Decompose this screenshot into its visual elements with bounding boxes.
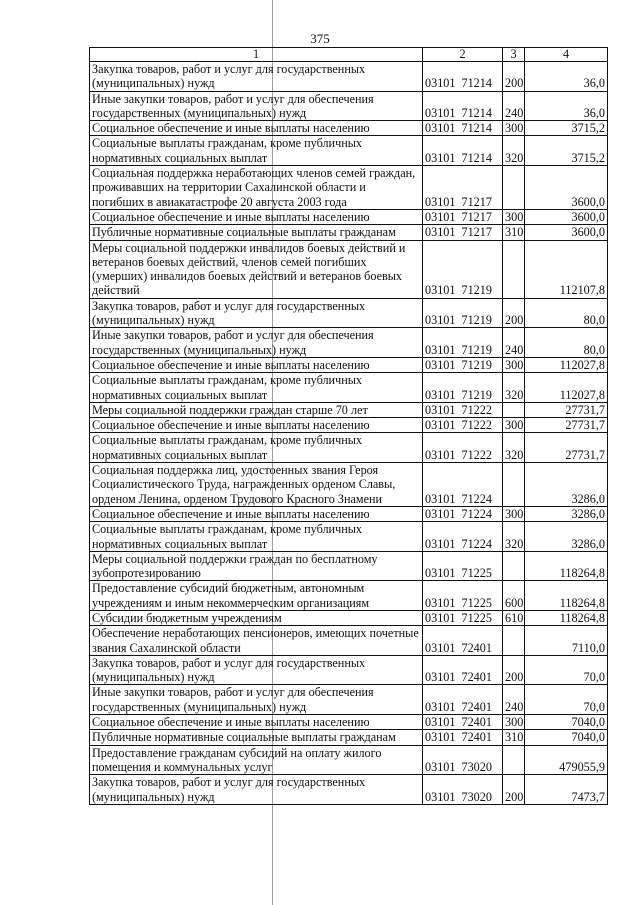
row-expense-type: 240 [503, 685, 525, 715]
row-sum: 479055,9 [525, 745, 608, 775]
row-target-code [423, 225, 503, 240]
row-target-code [423, 166, 503, 210]
row-name: Закупка товаров, работ и услуг для государственных (муниципальных) нужд [90, 775, 423, 805]
row-target-code [423, 715, 503, 730]
row-target-code [423, 298, 503, 328]
row-program-code: 03101 [425, 595, 456, 610]
row-sum: 3600,0 [525, 209, 608, 224]
table-row [90, 581, 608, 611]
row-expense-type [503, 166, 525, 210]
row-expense-type: 320 [503, 522, 525, 552]
row-name: Иные закупки товаров, работ и услуг для обеспечения государственных (муниципальных) нужд [90, 91, 423, 121]
row-program-code: 03101 [425, 730, 456, 745]
table-row [90, 328, 608, 358]
row-sum: 112107,8 [525, 240, 608, 298]
row-name: Социальные выплаты гражданам, кроме публичных нормативных социальных выплат [90, 522, 423, 552]
table-row [90, 685, 608, 715]
row-direction-code: 71224 [461, 536, 492, 551]
row-target-code [423, 240, 503, 298]
row-sum: 3286,0 [525, 506, 608, 521]
row-program-code: 03101 [425, 209, 456, 224]
row-program-code: 03101 [425, 105, 456, 120]
table-row [90, 418, 608, 433]
row-target-code [423, 357, 503, 372]
row-program-code: 03101 [425, 536, 456, 551]
row-target-code [423, 745, 503, 775]
row-name: Иные закупки товаров, работ и услуг для обеспечения государственных (муниципальных) нужд [90, 685, 423, 715]
column-header-name: 1 [90, 48, 423, 62]
row-target-code [423, 418, 503, 433]
row-direction-code: 71219 [461, 342, 492, 357]
row-name: Субсидии бюджетным учреждениям [90, 610, 423, 625]
table-body [90, 62, 608, 805]
row-direction-code: 71222 [461, 402, 492, 417]
row-name: Социальные выплаты гражданам, кроме публичных нормативных социальных выплат [90, 433, 423, 463]
row-program-code: 03101 [425, 789, 456, 804]
row-expense-type: 240 [503, 328, 525, 358]
row-name: Социальное обеспечение и иные выплаты населению [90, 357, 423, 372]
row-sum: 118264,8 [525, 610, 608, 625]
row-program-code: 03101 [425, 76, 456, 91]
row-sum: 118264,8 [525, 581, 608, 611]
row-expense-type: 200 [503, 62, 525, 92]
table-row [90, 522, 608, 552]
row-direction-code: 71217 [461, 209, 492, 224]
table-row [90, 463, 608, 507]
row-sum: 3286,0 [525, 463, 608, 507]
row-expense-type [503, 551, 525, 581]
row-program-code: 03101 [425, 566, 456, 581]
row-direction-code: 72401 [461, 640, 492, 655]
row-expense-type: 300 [503, 715, 525, 730]
row-direction-code: 71222 [461, 418, 492, 433]
row-direction-code: 72401 [461, 670, 492, 685]
row-expense-type: 200 [503, 775, 525, 805]
row-target-code [423, 730, 503, 745]
row-direction-code: 71217 [461, 225, 492, 240]
row-sum: 112027,8 [525, 357, 608, 372]
row-program-code: 03101 [425, 121, 456, 136]
row-target-code [423, 506, 503, 521]
row-name: Социальное обеспечение и иные выплаты населению [90, 506, 423, 521]
row-expense-type: 300 [503, 209, 525, 224]
row-expense-type: 240 [503, 91, 525, 121]
row-target-code [423, 121, 503, 136]
row-direction-code: 71219 [461, 357, 492, 372]
row-expense-type: 200 [503, 655, 525, 685]
row-direction-code: 71219 [461, 313, 492, 328]
row-name: Социальные выплаты гражданам, кроме публичных нормативных социальных выплат [90, 136, 423, 166]
row-direction-code: 71225 [461, 610, 492, 625]
row-program-code: 03101 [425, 506, 456, 521]
row-direction-code: 73020 [461, 759, 492, 774]
row-name: Меры социальной поддержки граждан старше 70 лет [90, 402, 423, 417]
row-program-code: 03101 [425, 387, 456, 402]
row-expense-type [503, 745, 525, 775]
row-name: Социальная поддержка лиц, удостоенных звания Героя Социалистического Труда, награжденных орденом Славы, орденом Ленина, орденом Трудового Красного Знамени [90, 463, 423, 507]
row-expense-type: 320 [503, 433, 525, 463]
table-row [90, 551, 608, 581]
row-target-code [423, 328, 503, 358]
row-target-code [423, 551, 503, 581]
row-direction-code: 71214 [461, 76, 492, 91]
row-target-code [423, 655, 503, 685]
row-name: Социальная поддержка неработающих членов семей граждан, проживавших на территории Сахалинской области и погибших в авиакатастрофе 20 августа 2003 года [90, 166, 423, 210]
row-sum: 27731,7 [525, 433, 608, 463]
row-target-code [423, 463, 503, 507]
row-program-code: 03101 [425, 418, 456, 433]
table-row [90, 402, 608, 417]
row-sum: 3715,2 [525, 136, 608, 166]
table-row [90, 225, 608, 240]
row-expense-type: 310 [503, 730, 525, 745]
row-program-code: 03101 [425, 150, 456, 165]
table-row [90, 506, 608, 521]
row-name: Меры социальной поддержки инвалидов боевых действий и ветеранов боевых действий, членов семей погибших (умерших) инвалидов боевых действий и ветеранов боевых действий [90, 240, 423, 298]
row-program-code: 03101 [425, 715, 456, 730]
row-name: Социальное обеспечение и иные выплаты населению [90, 209, 423, 224]
column-header-sum: 4 [525, 48, 608, 62]
column-header-expense-type: 3 [503, 48, 525, 62]
row-direction-code: 72401 [461, 715, 492, 730]
row-direction-code: 71214 [461, 121, 492, 136]
table-row [90, 433, 608, 463]
table-row [90, 745, 608, 775]
row-program-code: 03101 [425, 447, 456, 462]
row-program-code: 03101 [425, 313, 456, 328]
row-expense-type: 320 [503, 136, 525, 166]
row-sum: 70,0 [525, 685, 608, 715]
row-program-code: 03101 [425, 640, 456, 655]
row-direction-code: 71224 [461, 491, 492, 506]
row-sum: 36,0 [525, 91, 608, 121]
row-program-code: 03101 [425, 610, 456, 625]
page-number: 375 [310, 31, 330, 46]
row-program-code: 03101 [425, 342, 456, 357]
table-row [90, 655, 608, 685]
row-direction-code: 73020 [461, 789, 492, 804]
row-name: Закупка товаров, работ и услуг для государственных (муниципальных) нужд [90, 62, 423, 92]
row-expense-type [503, 240, 525, 298]
row-sum: 3715,2 [525, 121, 608, 136]
row-direction-code: 71219 [461, 387, 492, 402]
row-sum: 27731,7 [525, 418, 608, 433]
row-program-code: 03101 [425, 402, 456, 417]
row-expense-type: 300 [503, 121, 525, 136]
table-row [90, 610, 608, 625]
table-row [90, 240, 608, 298]
row-target-code [423, 775, 503, 805]
row-program-code: 03101 [425, 194, 456, 209]
row-expense-type: 320 [503, 373, 525, 403]
row-target-code [423, 626, 503, 656]
table-row [90, 62, 608, 92]
table-row [90, 166, 608, 210]
row-target-code [423, 685, 503, 715]
row-name: Публичные нормативные социальные выплаты гражданам [90, 730, 423, 745]
table-row [90, 91, 608, 121]
row-sum: 80,0 [525, 298, 608, 328]
row-sum: 80,0 [525, 328, 608, 358]
row-program-code: 03101 [425, 759, 456, 774]
row-expense-type: 300 [503, 418, 525, 433]
row-target-code [423, 373, 503, 403]
row-target-code [423, 91, 503, 121]
row-name: Социальные выплаты гражданам, кроме публичных нормативных социальных выплат [90, 373, 423, 403]
row-name: Предоставление гражданам субсидий на оплату жилого помещения и коммунальных услуг [90, 745, 423, 775]
row-sum: 7040,0 [525, 730, 608, 745]
row-sum: 3600,0 [525, 225, 608, 240]
row-target-code [423, 522, 503, 552]
table-row [90, 136, 608, 166]
row-direction-code: 71224 [461, 506, 492, 521]
table-row [90, 121, 608, 136]
row-target-code [423, 433, 503, 463]
row-expense-type [503, 626, 525, 656]
row-target-code [423, 62, 503, 92]
table-row [90, 357, 608, 372]
row-target-code [423, 581, 503, 611]
row-sum: 7110,0 [525, 626, 608, 656]
row-expense-type: 610 [503, 610, 525, 625]
row-name: Иные закупки товаров, работ и услуг для обеспечения государственных (муниципальных) нужд [90, 328, 423, 358]
row-expense-type [503, 463, 525, 507]
row-program-code: 03101 [425, 670, 456, 685]
row-name: Обеспечение неработающих пенсионеров, имеющих почетные звания Сахалинской области [90, 626, 423, 656]
budget-table [89, 47, 608, 805]
row-name: Предоставление субсидий бюджетным, автономным учреждениям и иным некоммерческим организациям [90, 581, 423, 611]
row-program-code: 03101 [425, 699, 456, 714]
row-direction-code: 71217 [461, 194, 492, 209]
table-row [90, 209, 608, 224]
row-target-code [423, 402, 503, 417]
row-direction-code: 72401 [461, 730, 492, 745]
row-name: Социальное обеспечение и иные выплаты населению [90, 418, 423, 433]
row-direction-code: 71222 [461, 447, 492, 462]
row-expense-type [503, 402, 525, 417]
row-direction-code: 72401 [461, 699, 492, 714]
row-sum: 70,0 [525, 655, 608, 685]
table-row [90, 730, 608, 745]
row-program-code: 03101 [425, 491, 456, 506]
row-name: Публичные нормативные социальные выплаты гражданам [90, 225, 423, 240]
row-program-code: 03101 [425, 283, 456, 298]
table-row [90, 298, 608, 328]
table-row [90, 626, 608, 656]
row-expense-type: 200 [503, 298, 525, 328]
column-header-code: 2 [423, 48, 503, 62]
row-sum: 3286,0 [525, 522, 608, 552]
row-target-code [423, 209, 503, 224]
row-expense-type: 600 [503, 581, 525, 611]
row-target-code [423, 610, 503, 625]
row-expense-type: 300 [503, 506, 525, 521]
row-direction-code: 71214 [461, 150, 492, 165]
row-name: Закупка товаров, работ и услуг для государственных (муниципальных) нужд [90, 655, 423, 685]
row-program-code: 03101 [425, 357, 456, 372]
row-sum: 7040,0 [525, 715, 608, 730]
row-name: Закупка товаров, работ и услуг для государственных (муниципальных) нужд [90, 298, 423, 328]
table-row [90, 775, 608, 805]
table-row [90, 373, 608, 403]
row-sum: 112027,8 [525, 373, 608, 403]
table-row [90, 715, 608, 730]
row-direction-code: 71214 [461, 105, 492, 120]
row-target-code [423, 136, 503, 166]
row-name: Социальное обеспечение и иные выплаты населению [90, 715, 423, 730]
row-name: Социальное обеспечение и иные выплаты населению [90, 121, 423, 136]
row-sum: 36,0 [525, 62, 608, 92]
row-expense-type: 300 [503, 357, 525, 372]
row-direction-code: 71219 [461, 283, 492, 298]
row-name: Меры социальной поддержки граждан по бесплатному зубопротезированию [90, 551, 423, 581]
row-expense-type: 310 [503, 225, 525, 240]
row-sum: 7473,7 [525, 775, 608, 805]
table-header-row [90, 48, 608, 62]
row-direction-code: 71225 [461, 566, 492, 581]
row-sum: 3600,0 [525, 166, 608, 210]
row-sum: 118264,8 [525, 551, 608, 581]
row-sum: 27731,7 [525, 402, 608, 417]
row-program-code: 03101 [425, 225, 456, 240]
row-direction-code: 71225 [461, 595, 492, 610]
